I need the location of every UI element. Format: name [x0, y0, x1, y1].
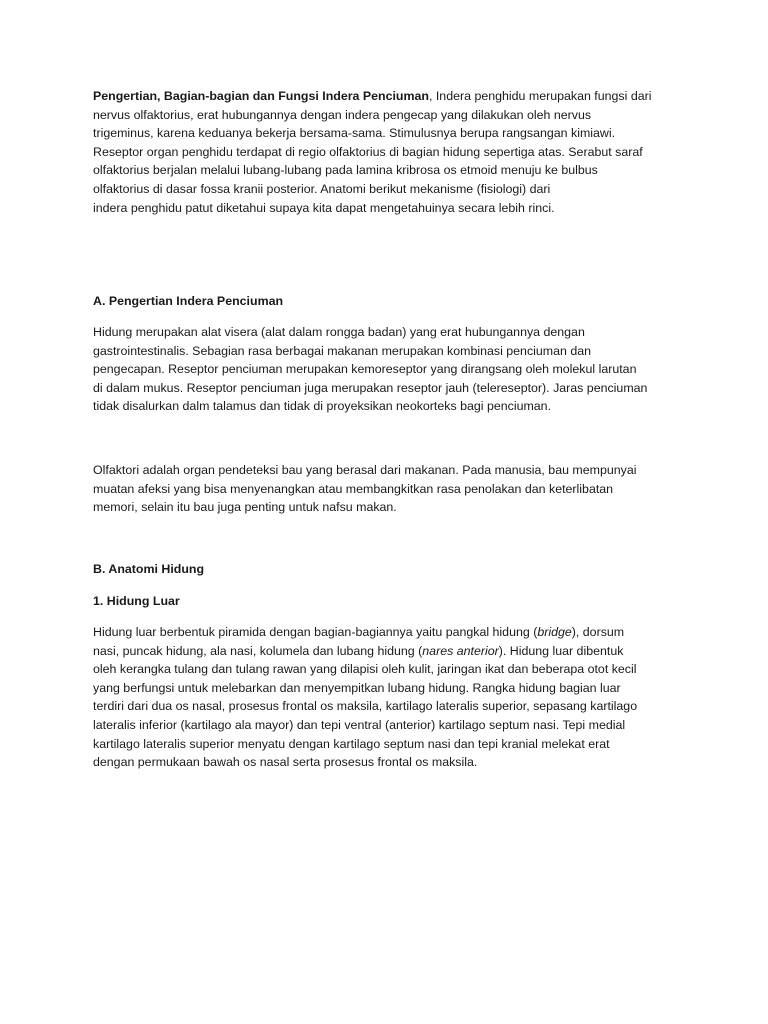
italic-term: bridge — [537, 625, 572, 639]
section-a-heading: A. Pengertian Indera Penciuman — [93, 294, 284, 308]
section-b-subheading: 1. Hidung Luar — [93, 594, 180, 608]
intro-line: olfaktorius berjalan melalui lubang-lubang pada lamina kribrosa os etmoid menuju ke bulbus — [93, 163, 598, 178]
paragraph-line: dengan permukaan bawah os nasal serta prosesus frontal os maksila. — [93, 755, 478, 770]
section-a-paragraph-2 — [93, 461, 683, 517]
line-text: nasi, puncak hidung, ala nasi, kolumela dan lubang hidung ( — [93, 643, 423, 658]
paragraph-line: di dalam mukus. Reseptor penciuman juga merupakan reseptor jauh (telereseptor). Jaras penciuman — [93, 380, 648, 395]
paragraph-line: kartilago lateralis superior menyatu dengan kartilago septum nasi dan tepi kranial melekat erat — [93, 736, 610, 751]
paragraph-line: muatan afeksi yang bisa menyenangkan atau membangkitkan rasa penolakan dan keterlibatan — [93, 481, 614, 496]
paragraph-line: yang berfungsi untuk melebarkan dan menyempitkan lubang hidung. Rangka hidung bagian luar — [93, 680, 621, 695]
paragraph-line — [93, 642, 683, 661]
paragraph-line: Hidung merupakan alat visera (alat dalam rongga badan) yang erat hubungannya dengan — [93, 325, 585, 339]
paragraph-line: gastrointestinalis. Sebagian rasa berbagai makanan merupakan kombinasi penciuman dan — [93, 343, 591, 358]
paragraph-line: lateralis inferior (kartilago ala mayor) dan tepi ventral (anterior) kartilago septum nasi. Tepi medial — [93, 717, 626, 732]
intro-bold-lead: Pengertian, Bagian-bagian dan Fungsi Indera Penciuman — [93, 89, 429, 103]
section-b-paragraph — [93, 623, 683, 772]
section-a-paragraph-1 — [93, 323, 683, 416]
line-text: ), dorsum — [571, 625, 625, 639]
paragraph-line: tidak disalurkan dalm talamus dan tidak di proyeksikan neokorteks bagi penciuman. — [93, 399, 552, 414]
italic-term: nares anterior — [422, 643, 499, 658]
intro-line: olfaktorius di dasar fossa kranii posterior. Anatomi berikut mekanisme (fisiologi) dari — [93, 181, 551, 196]
intro-paragraph — [93, 87, 683, 217]
section-b-heading: B. Anatomi Hidung — [93, 562, 205, 576]
paragraph-line — [93, 623, 683, 642]
intro-line: trigeminus, karena keduanya bekerja bersama-sama. Stimulusnya berupa rangsangan kimiawi. — [93, 126, 616, 141]
intro-line: nervus olfaktorius, erat hubungannya dengan indera pengecap yang dilakukan oleh nervus — [93, 107, 592, 122]
paragraph-line: pengecapan. Reseptor penciuman merupakan kemoreseptor yang dirangsang oleh molekul larutan — [93, 362, 637, 377]
paragraph-line: oleh kerangka tulang dan tulang rawan yang dilapisi oleh kulit, jaringan ikat dan beberapa otot kecil — [93, 662, 637, 677]
paragraph-line: Olfaktori adalah organ pendeteksi bau yang berasal dari makanan. Pada manusia, bau mempunyai — [93, 463, 637, 477]
paragraph-line: memori, selain itu bau juga penting untuk nafsu makan. — [93, 500, 397, 515]
intro-line-1-rest: , Indera penghidu merupakan fungsi dari — [428, 89, 652, 103]
intro-line: Reseptor organ penghidu terdapat di regio olfaktorius di bagian hidung sepertiga atas. Serabut saraf — [93, 144, 643, 159]
paragraph-line: terdiri dari dua os nasal, prosesus frontal os maksila, kartilago lateralis superior, sepasang kartilago — [93, 699, 638, 714]
intro-line: indera penghidu patut diketahui supaya kita dapat mengetahuinya secara lebih rinci. — [93, 200, 555, 215]
line-text: ). Hidung luar dibentuk — [498, 643, 624, 658]
line-text: Hidung luar berbentuk piramida dengan bagian-bagiannya yaitu pangkal hidung ( — [93, 625, 538, 639]
intro-line-1 — [93, 87, 683, 106]
